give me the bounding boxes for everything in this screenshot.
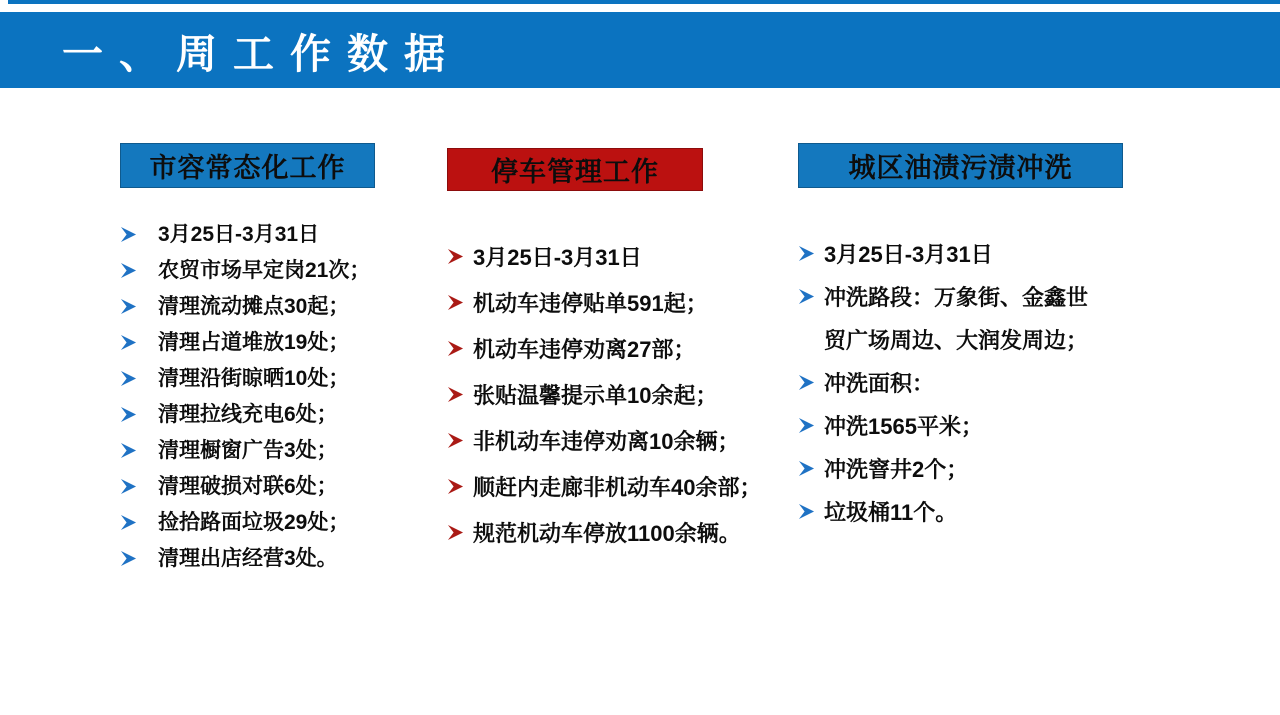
list-item: [120, 325, 420, 361]
list-item-text: 清理橱窗广告3处；: [158, 439, 338, 462]
arrowhead-bullet-icon: [120, 406, 137, 423]
slide-title: 一、周工作数据: [62, 30, 461, 77]
list-item-text: 捡拾路面垃圾29处；: [158, 511, 350, 534]
list-item-text: 冲洗窨井2个；: [824, 457, 969, 482]
bullet-list: [447, 235, 777, 557]
list-item: [447, 465, 777, 511]
arrowhead-bullet-icon: [120, 550, 137, 567]
arrowhead-bullet-icon: [120, 514, 137, 531]
arrowhead-bullet-icon: [447, 248, 464, 265]
arrowhead-bullet-icon: [447, 432, 464, 449]
list-item: [798, 405, 1104, 448]
arrowhead-bullet-icon: [447, 386, 464, 403]
list-item: [120, 289, 420, 325]
arrowhead-bullet-icon: [120, 226, 137, 243]
arrowhead-bullet-icon: [447, 524, 464, 541]
list-item-text: 清理占道堆放19处；: [158, 331, 350, 354]
arrowhead-bullet-icon: [447, 340, 464, 357]
list-item: [120, 541, 420, 577]
list-item-text: 3月25日-3月31日: [158, 223, 320, 246]
list-item-text: 机动车违停劝离27部；: [473, 337, 696, 362]
list-item-text: 清理流动摊点30起；: [158, 295, 350, 318]
list-item: [120, 505, 420, 541]
arrowhead-bullet-icon: [120, 262, 137, 279]
top-accent-strip: [8, 0, 1280, 4]
list-item-text: 清理沿街晾晒10处；: [158, 367, 350, 390]
list-item: [120, 469, 420, 505]
arrowhead-bullet-icon: [120, 370, 137, 387]
list-item-text: 3月25日-3月31日: [824, 242, 993, 267]
arrowhead-bullet-icon: [798, 374, 815, 391]
list-item-text: 冲洗面积：: [824, 371, 935, 396]
column-city-appearance: [120, 143, 420, 577]
list-item-text: 清理出店经营3处。: [158, 547, 338, 570]
list-item-text: 农贸市场早定岗21次；: [158, 259, 371, 282]
arrowhead-bullet-icon: [120, 478, 137, 495]
list-item: [447, 281, 777, 327]
list-item: [120, 253, 420, 289]
column-oil-stain-washing: [798, 143, 1128, 534]
list-item: [447, 511, 777, 557]
arrowhead-bullet-icon: [798, 460, 815, 477]
list-item-text: 冲洗路段：万象街、金鑫世贸广场周边、大润发周边；: [824, 285, 1089, 353]
arrowhead-bullet-icon: [798, 417, 815, 434]
arrowhead-bullet-icon: [798, 503, 815, 520]
list-item-text: 非机动车违停劝离10余辆；: [473, 429, 740, 454]
list-item-text: 垃圾桶11个。: [824, 500, 958, 525]
list-item-text: 清理拉线充电6处；: [158, 403, 338, 426]
list-item: [798, 362, 1104, 405]
arrowhead-bullet-icon: [447, 478, 464, 495]
list-item: [447, 419, 777, 465]
column-header-city-appearance: 市容常态化工作: [120, 143, 375, 188]
list-item-text: 3月25日-3月31日: [473, 245, 642, 270]
arrowhead-bullet-icon: [120, 442, 137, 459]
list-item: [798, 233, 1104, 276]
arrowhead-bullet-icon: [798, 245, 815, 262]
bullet-list: [798, 233, 1128, 534]
list-item: [798, 276, 1104, 362]
slide-title-banner: [0, 12, 1280, 88]
arrowhead-bullet-icon: [798, 288, 815, 305]
list-item-text: 机动车违停贴单591起；: [473, 291, 708, 316]
list-item: [120, 217, 420, 253]
column-header-parking-management: 停车管理工作: [447, 148, 703, 191]
list-item: [120, 433, 420, 469]
list-item-text: 冲洗1565平米；: [824, 414, 983, 439]
list-item: [798, 491, 1104, 534]
list-item-text: 顺赶内走廊非机动车40余部；: [473, 475, 762, 500]
list-item-text: 清理破损对联6处；: [158, 475, 338, 498]
bullet-list: [120, 217, 420, 577]
arrowhead-bullet-icon: [120, 298, 137, 315]
list-item: [447, 235, 777, 281]
list-item-text: 规范机动车停放1100余辆。: [473, 521, 741, 546]
column-parking-management: [447, 143, 777, 557]
list-item: [447, 327, 777, 373]
list-item: [798, 448, 1104, 491]
arrowhead-bullet-icon: [120, 334, 137, 351]
list-item-text: 张贴温馨提示单10余起；: [473, 383, 718, 408]
list-item: [120, 397, 420, 433]
list-item: [447, 373, 777, 419]
list-item: [120, 361, 420, 397]
column-header-oil-stain-washing: 城区油渍污渍冲洗: [798, 143, 1123, 188]
arrowhead-bullet-icon: [447, 294, 464, 311]
